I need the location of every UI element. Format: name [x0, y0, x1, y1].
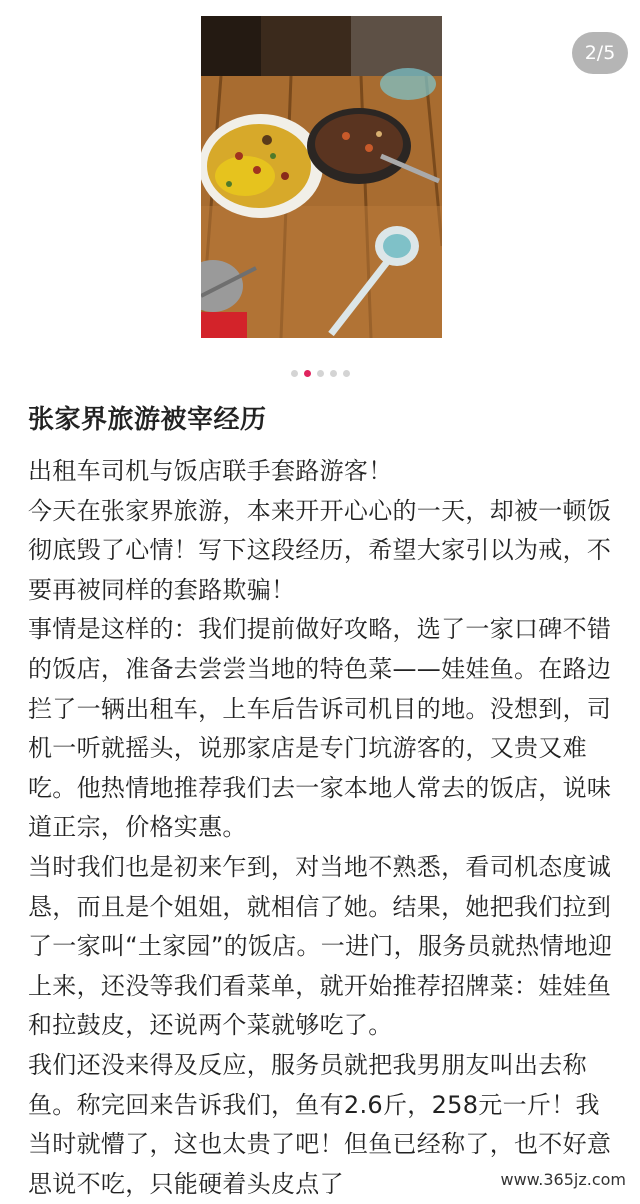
- carousel-dot[interactable]: [330, 370, 337, 377]
- post-paragraph: 事情是这样的：我们提前做好攻略，选了一家口碑不错的饭店，准备去尝尝当地的特色菜——娃娃鱼。在路边拦了一辆出租车，上车后告诉司机目的地。没想到，司机一听就摇头，说那家店是专门坑游客的，又贵又难吃。他热情地推荐我们去一家本地人常去的饭店，说味道正宗，价格实惠。: [28, 615, 612, 842]
- watermark: www.365jz.com: [494, 1167, 632, 1193]
- carousel-dot-active[interactable]: [304, 370, 311, 377]
- post-paragraph: 我们还没来得及反应，服务员就把我男朋友叫出去称鱼。称完回来告诉我们，鱼有2.6斤，258元一斤！我当时就懵了，这也太贵了吧！但鱼已经称了，也不好意思说不吃，只能硬着头皮点了: [28, 1050, 612, 1198]
- image-counter: 2/5: [572, 32, 628, 74]
- carousel-dot[interactable]: [343, 370, 350, 377]
- post-paragraph: 当时我们也是初来乍到，对当地不熟悉，看司机态度诚恳，而且是个姐姐，就相信了她。结果，她把我们拉到了一家叫“土家园”的饭店。一进门，服务员就热情地迎上来，还没等我们看菜单，就开始推荐招牌菜：娃娃鱼和拉鼓皮，还说两个菜就够吃了。: [28, 852, 613, 1040]
- image-carousel[interactable]: [0, 0, 640, 360]
- post-title: 张家界旅游被宰经历: [28, 405, 267, 435]
- carousel-dot[interactable]: [291, 370, 298, 377]
- carousel-dot[interactable]: [317, 370, 324, 377]
- carousel-indicator: [0, 370, 640, 377]
- post-paragraph: 今天在张家界旅游，本来开开心心的一天，却被一顿饭彻底毁了心情！写下这段经历，希望大家引以为戒，不要再被同样的套路欺骗！: [28, 496, 612, 604]
- food-photo[interactable]: [201, 16, 442, 338]
- post-body: [28, 452, 614, 1204]
- post-paragraph: 出租车司机与饭店联手套路游客！: [28, 457, 393, 485]
